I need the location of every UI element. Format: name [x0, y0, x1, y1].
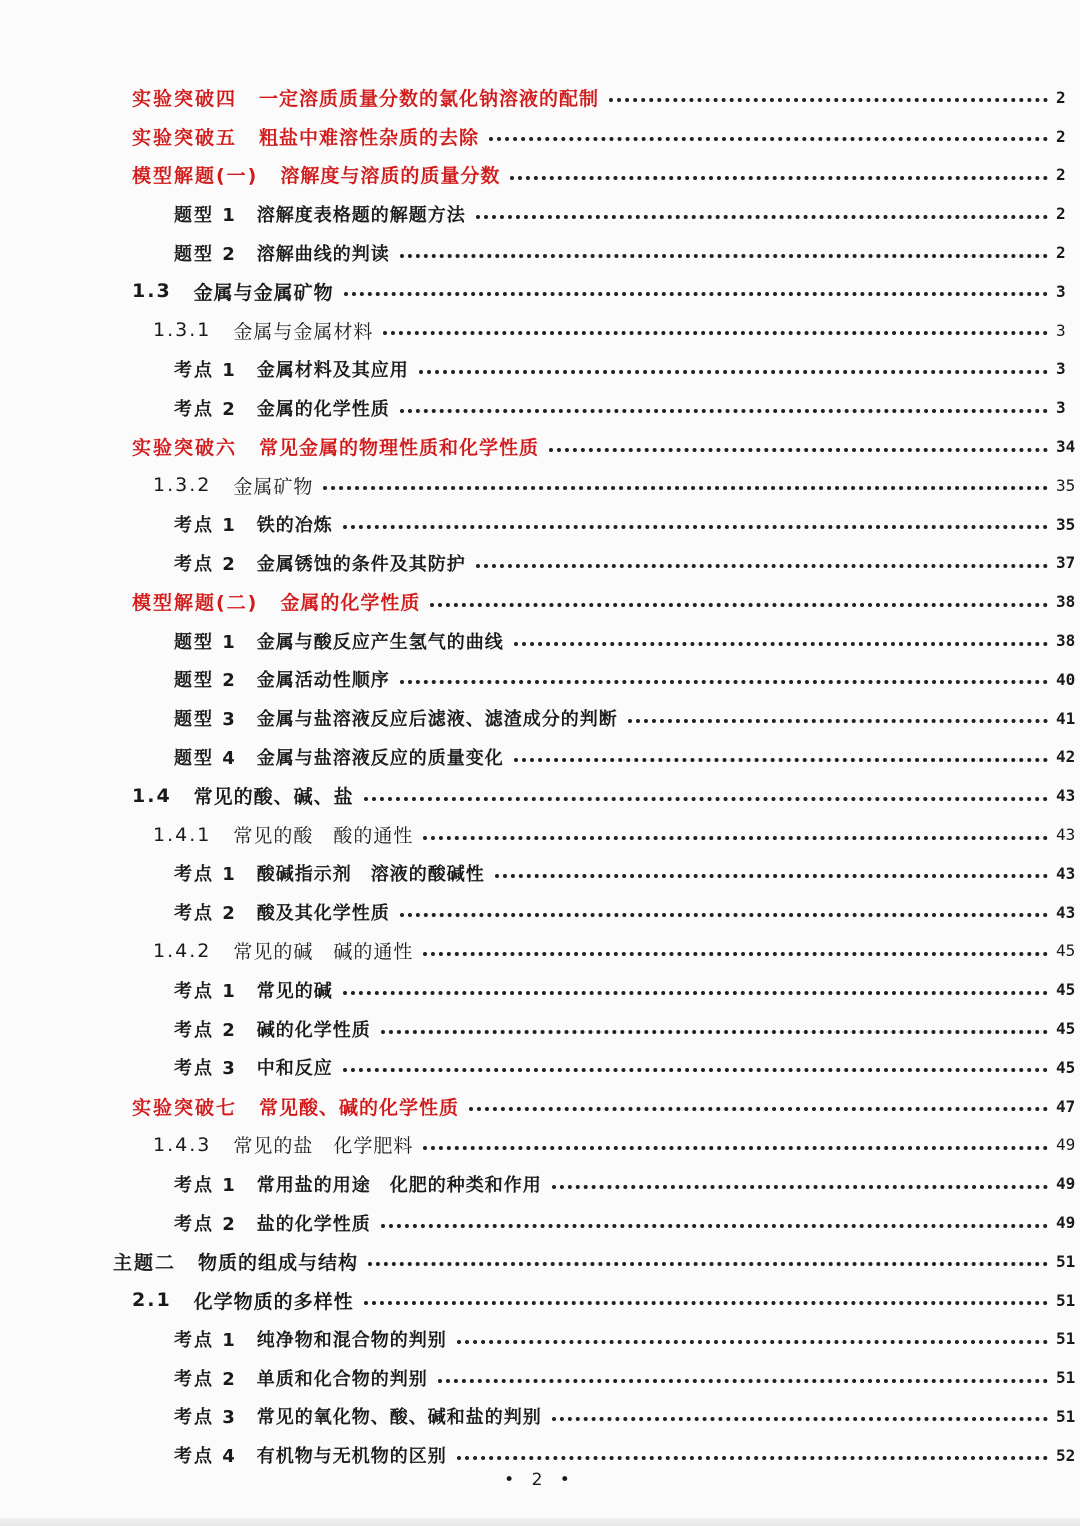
toc-entry[interactable]	[0, 544, 1080, 583]
page-footer-number: • 2 •	[504, 1470, 576, 1490]
toc-entry-number: 题型 1	[174, 631, 237, 653]
dot-leader	[609, 80, 1048, 102]
toc-entry-number: 实验突破四	[132, 87, 238, 110]
toc-entry-title: 酸及其化学性质	[256, 903, 390, 925]
toc-entry-page: 51	[1056, 1406, 1076, 1426]
dot-leader	[514, 740, 1048, 762]
dot-leader	[343, 973, 1048, 995]
toc-entry-title: 一定溶质质量分数的氯化钠溶液的配制	[259, 87, 600, 110]
toc-entry-title: 金属活动性顺序	[256, 670, 390, 692]
dot-leader	[628, 701, 1048, 723]
toc-entry[interactable]	[0, 1048, 1080, 1087]
toc-entry-title: 单质和化合物的判别	[256, 1368, 428, 1390]
toc-entry[interactable]	[0, 893, 1080, 932]
toc-entry-page: 47	[1056, 1096, 1076, 1116]
toc-entry-page: 49	[1056, 1135, 1076, 1155]
toc-entry[interactable]	[0, 660, 1080, 699]
toc-entry-page: 38	[1056, 631, 1076, 651]
toc-entry-title: 溶解度与溶质的质量分数	[280, 165, 501, 188]
toc-entry-number: 实验突破七	[132, 1096, 238, 1119]
toc-entry[interactable]	[0, 582, 1080, 621]
toc-entry-number: 考点 2	[174, 1213, 237, 1235]
toc-entry-title: 金属与酸反应产生氢气的曲线	[256, 631, 504, 653]
toc-entry[interactable]	[0, 1320, 1080, 1359]
toc-entry-number: 考点 2	[174, 903, 237, 925]
toc-entry[interactable]	[0, 427, 1080, 466]
toc-entry-number: 题型 2	[174, 670, 237, 692]
dot-leader	[476, 197, 1048, 219]
dot-leader	[400, 662, 1048, 684]
toc-entry[interactable]	[0, 1436, 1080, 1475]
toc-entry[interactable]	[0, 1397, 1080, 1436]
toc-entry-title: 金属锈蚀的条件及其防护	[256, 553, 466, 575]
dot-leader	[514, 624, 1048, 646]
toc-entry-page: 2	[1056, 243, 1066, 263]
toc-entry-page: 34	[1056, 437, 1076, 457]
toc-entry-title: 金属的化学性质	[280, 592, 421, 615]
toc-entry-number: 题型 1	[174, 204, 237, 226]
toc-entry[interactable]	[0, 1164, 1080, 1203]
toc-entry-title: 金属与金属材料	[233, 320, 374, 343]
toc-entry-number: 考点 3	[174, 1407, 237, 1429]
toc-entry-page: 2	[1056, 204, 1066, 224]
toc-entry[interactable]	[0, 505, 1080, 544]
toc-entry-number: 考点 3	[174, 1058, 237, 1080]
toc-entry-page: 43	[1056, 786, 1076, 806]
toc-entry-title: 金属与金属矿物	[193, 281, 334, 304]
toc-entry[interactable]	[0, 1087, 1080, 1126]
dot-leader	[469, 1089, 1048, 1111]
toc-entry[interactable]	[0, 350, 1080, 389]
toc-entry-title: 金属矿物	[233, 475, 314, 498]
toc-entry-page: 37	[1056, 553, 1076, 573]
toc-entry-title: 常见的碱	[256, 980, 333, 1002]
toc-entry-title: 常见的碱 碱的通性	[233, 941, 414, 964]
toc-entry-number: 考点 2	[174, 553, 237, 575]
toc-entry-title: 常见酸、碱的化学性质	[259, 1096, 460, 1119]
toc-entry-title: 铁的冶炼	[256, 515, 333, 537]
toc-entry[interactable]	[0, 272, 1080, 311]
toc-entry[interactable]	[0, 78, 1080, 117]
toc-entry-title: 溶解曲线的判读	[256, 243, 390, 265]
toc-entry-page: 45	[1056, 980, 1076, 1000]
toc-entry[interactable]	[0, 815, 1080, 854]
toc-entry-page: 42	[1056, 747, 1076, 767]
toc-entry-number: 考点 1	[174, 1329, 237, 1351]
toc-entry[interactable]	[0, 1358, 1080, 1397]
toc-entry[interactable]	[0, 466, 1080, 505]
toc-entry-page: 45	[1056, 1019, 1076, 1039]
toc-entry-title: 常见的盐 化学肥料	[233, 1135, 414, 1158]
dot-leader	[510, 158, 1048, 180]
dot-leader	[495, 856, 1048, 878]
dot-leader	[423, 818, 1048, 840]
toc-entry[interactable]	[0, 932, 1080, 971]
toc-entry-number: 1.4	[132, 784, 172, 807]
dot-leader	[423, 934, 1048, 956]
dot-leader	[323, 468, 1048, 490]
toc-entry-number: 1.3.1	[153, 319, 212, 342]
dot-leader	[419, 352, 1048, 374]
dot-leader	[457, 1438, 1048, 1460]
dot-leader	[368, 1244, 1048, 1266]
toc-entry-page: 43	[1056, 863, 1076, 883]
toc-entry-page: 41	[1056, 708, 1076, 728]
toc-entry[interactable]	[0, 970, 1080, 1009]
toc-entry[interactable]	[0, 1281, 1080, 1320]
toc-entry[interactable]	[0, 388, 1080, 427]
toc-entry-number: 模型解题(一)	[132, 165, 259, 188]
toc-entry-page: 40	[1056, 669, 1076, 689]
dot-leader	[381, 1012, 1048, 1034]
toc-entry-page: 45	[1056, 1057, 1076, 1077]
dot-leader	[381, 1206, 1048, 1228]
toc-entry-number: 考点 1	[174, 980, 237, 1002]
dot-leader	[430, 585, 1048, 607]
toc-entry-number: 1.4.1	[153, 823, 212, 846]
toc-entry-number: 1.3.2	[153, 474, 212, 497]
toc-entry-title: 碱的化学性质	[256, 1019, 371, 1041]
dot-leader	[438, 1361, 1048, 1383]
toc-entry[interactable]	[0, 194, 1080, 233]
toc-entry-page: 2	[1056, 126, 1066, 146]
toc-entry-number: 题型 3	[174, 709, 237, 731]
toc-entry-number: 模型解题(二)	[132, 592, 259, 615]
toc-entry-page: 49	[1056, 1213, 1076, 1232]
toc-entry-title: 盐的化学性质	[256, 1213, 371, 1235]
dot-leader	[343, 507, 1048, 529]
toc-entry[interactable]	[0, 1242, 1080, 1281]
toc-entry[interactable]	[0, 776, 1080, 815]
toc-entry[interactable]	[0, 854, 1080, 893]
toc-entry-page: 38	[1056, 592, 1076, 612]
toc-entry-number: 实验突破五	[132, 126, 238, 149]
toc-entry-title: 有机物与无机物的区别	[256, 1446, 447, 1468]
toc-entry-title: 金属材料及其应用	[256, 359, 409, 381]
scan-edge	[0, 1518, 1080, 1526]
toc-entry-page: 2	[1056, 165, 1066, 185]
toc-entry-page: 43	[1056, 902, 1076, 922]
toc-entry-number: 考点 2	[174, 1019, 237, 1041]
toc-entry-page: 3	[1056, 398, 1066, 418]
dot-leader	[552, 1167, 1048, 1189]
dot-leader	[549, 430, 1048, 452]
toc-entry[interactable]	[0, 233, 1080, 272]
toc-entry-number: 2.1	[132, 1289, 172, 1312]
toc-entry-page: 51	[1056, 1329, 1076, 1349]
toc-entry-title: 粗盐中难溶性杂质的去除	[259, 126, 480, 149]
dot-leader	[457, 1322, 1048, 1344]
dot-leader	[400, 236, 1048, 258]
dot-leader	[400, 391, 1048, 413]
toc-entry-page: 35	[1056, 475, 1076, 495]
toc-entry[interactable]	[0, 738, 1080, 777]
toc-entry[interactable]	[0, 1126, 1080, 1165]
toc-entry[interactable]	[0, 117, 1080, 156]
dot-leader	[552, 1399, 1048, 1421]
dot-leader	[364, 1283, 1048, 1305]
toc-entry-title: 金属的化学性质	[256, 398, 390, 420]
toc-entry-number: 题型 2	[174, 243, 237, 265]
toc-entry-number: 1.4.2	[153, 939, 212, 962]
toc-entry-page: 3	[1056, 281, 1066, 301]
dot-leader	[343, 1050, 1048, 1072]
dot-leader	[489, 119, 1048, 141]
toc-entry-page: 49	[1056, 1174, 1076, 1194]
toc-entry-number: 1.3	[132, 280, 172, 303]
toc-entry[interactable]	[0, 311, 1080, 350]
toc-entry-title: 常见的氧化物、酸、碱和盐的判别	[256, 1407, 542, 1429]
toc-entry-page: 3	[1056, 320, 1066, 340]
toc-entry[interactable]	[0, 156, 1080, 195]
toc-entry-page: 43	[1056, 825, 1076, 845]
toc-entry-title: 物质的组成与结构	[198, 1251, 359, 1274]
toc-entry-title: 常见的酸 酸的通性	[233, 825, 414, 848]
toc-entry-title: 常见金属的物理性质和化学性质	[259, 437, 540, 460]
toc-entry-page: 52	[1056, 1445, 1076, 1465]
toc-entry-page: 51	[1056, 1290, 1076, 1310]
dot-leader	[476, 546, 1048, 568]
toc-entry-title: 常用盐的用途 化肥的种类和作用	[256, 1174, 542, 1196]
dot-leader	[364, 779, 1048, 801]
toc-entry[interactable]	[0, 1009, 1080, 1048]
toc-entry-number: 主题二	[113, 1251, 177, 1274]
toc-entry-title: 常见的酸、碱、盐	[193, 786, 354, 809]
toc-entry-number: 考点 2	[174, 1368, 237, 1390]
toc-entry-title: 酸碱指示剂 溶液的酸碱性	[256, 864, 485, 886]
table-of-contents	[0, 78, 1080, 1475]
toc-entry-page: 3	[1056, 359, 1066, 379]
toc-entry-page: 35	[1056, 514, 1076, 534]
toc-entry[interactable]	[0, 621, 1080, 660]
toc-entry-number: 1.4.3	[153, 1133, 212, 1156]
dot-leader	[383, 313, 1048, 335]
toc-entry-page: 2	[1056, 87, 1066, 107]
toc-entry-title: 金属与盐溶液反应的质量变化	[256, 747, 504, 769]
toc-entry-title: 溶解度表格题的解题方法	[256, 204, 466, 226]
dot-leader	[400, 895, 1048, 917]
toc-entry-number: 考点 1	[174, 1174, 237, 1196]
toc-entry-number: 考点 1	[174, 515, 237, 537]
toc-entry[interactable]	[0, 699, 1080, 738]
toc-entry[interactable]	[0, 1203, 1080, 1242]
toc-entry-title: 化学物质的多样性	[193, 1290, 354, 1313]
toc-entry-title: 中和反应	[256, 1058, 333, 1080]
toc-entry-number: 考点 1	[174, 864, 237, 886]
toc-entry-number: 实验突破六	[132, 437, 238, 460]
toc-entry-page: 45	[1056, 941, 1076, 961]
toc-entry-page: 51	[1056, 1251, 1076, 1271]
dot-leader	[344, 274, 1048, 296]
toc-entry-number: 考点 1	[174, 359, 237, 381]
toc-entry-number: 考点 2	[174, 398, 237, 420]
dot-leader	[423, 1128, 1048, 1150]
toc-entry-page: 51	[1056, 1368, 1076, 1388]
toc-entry-number: 考点 4	[174, 1446, 237, 1468]
toc-entry-title: 纯净物和混合物的判别	[256, 1329, 447, 1351]
toc-entry-number: 题型 4	[174, 747, 237, 769]
toc-entry-title: 金属与盐溶液反应后滤液、滤渣成分的判断	[256, 709, 618, 731]
